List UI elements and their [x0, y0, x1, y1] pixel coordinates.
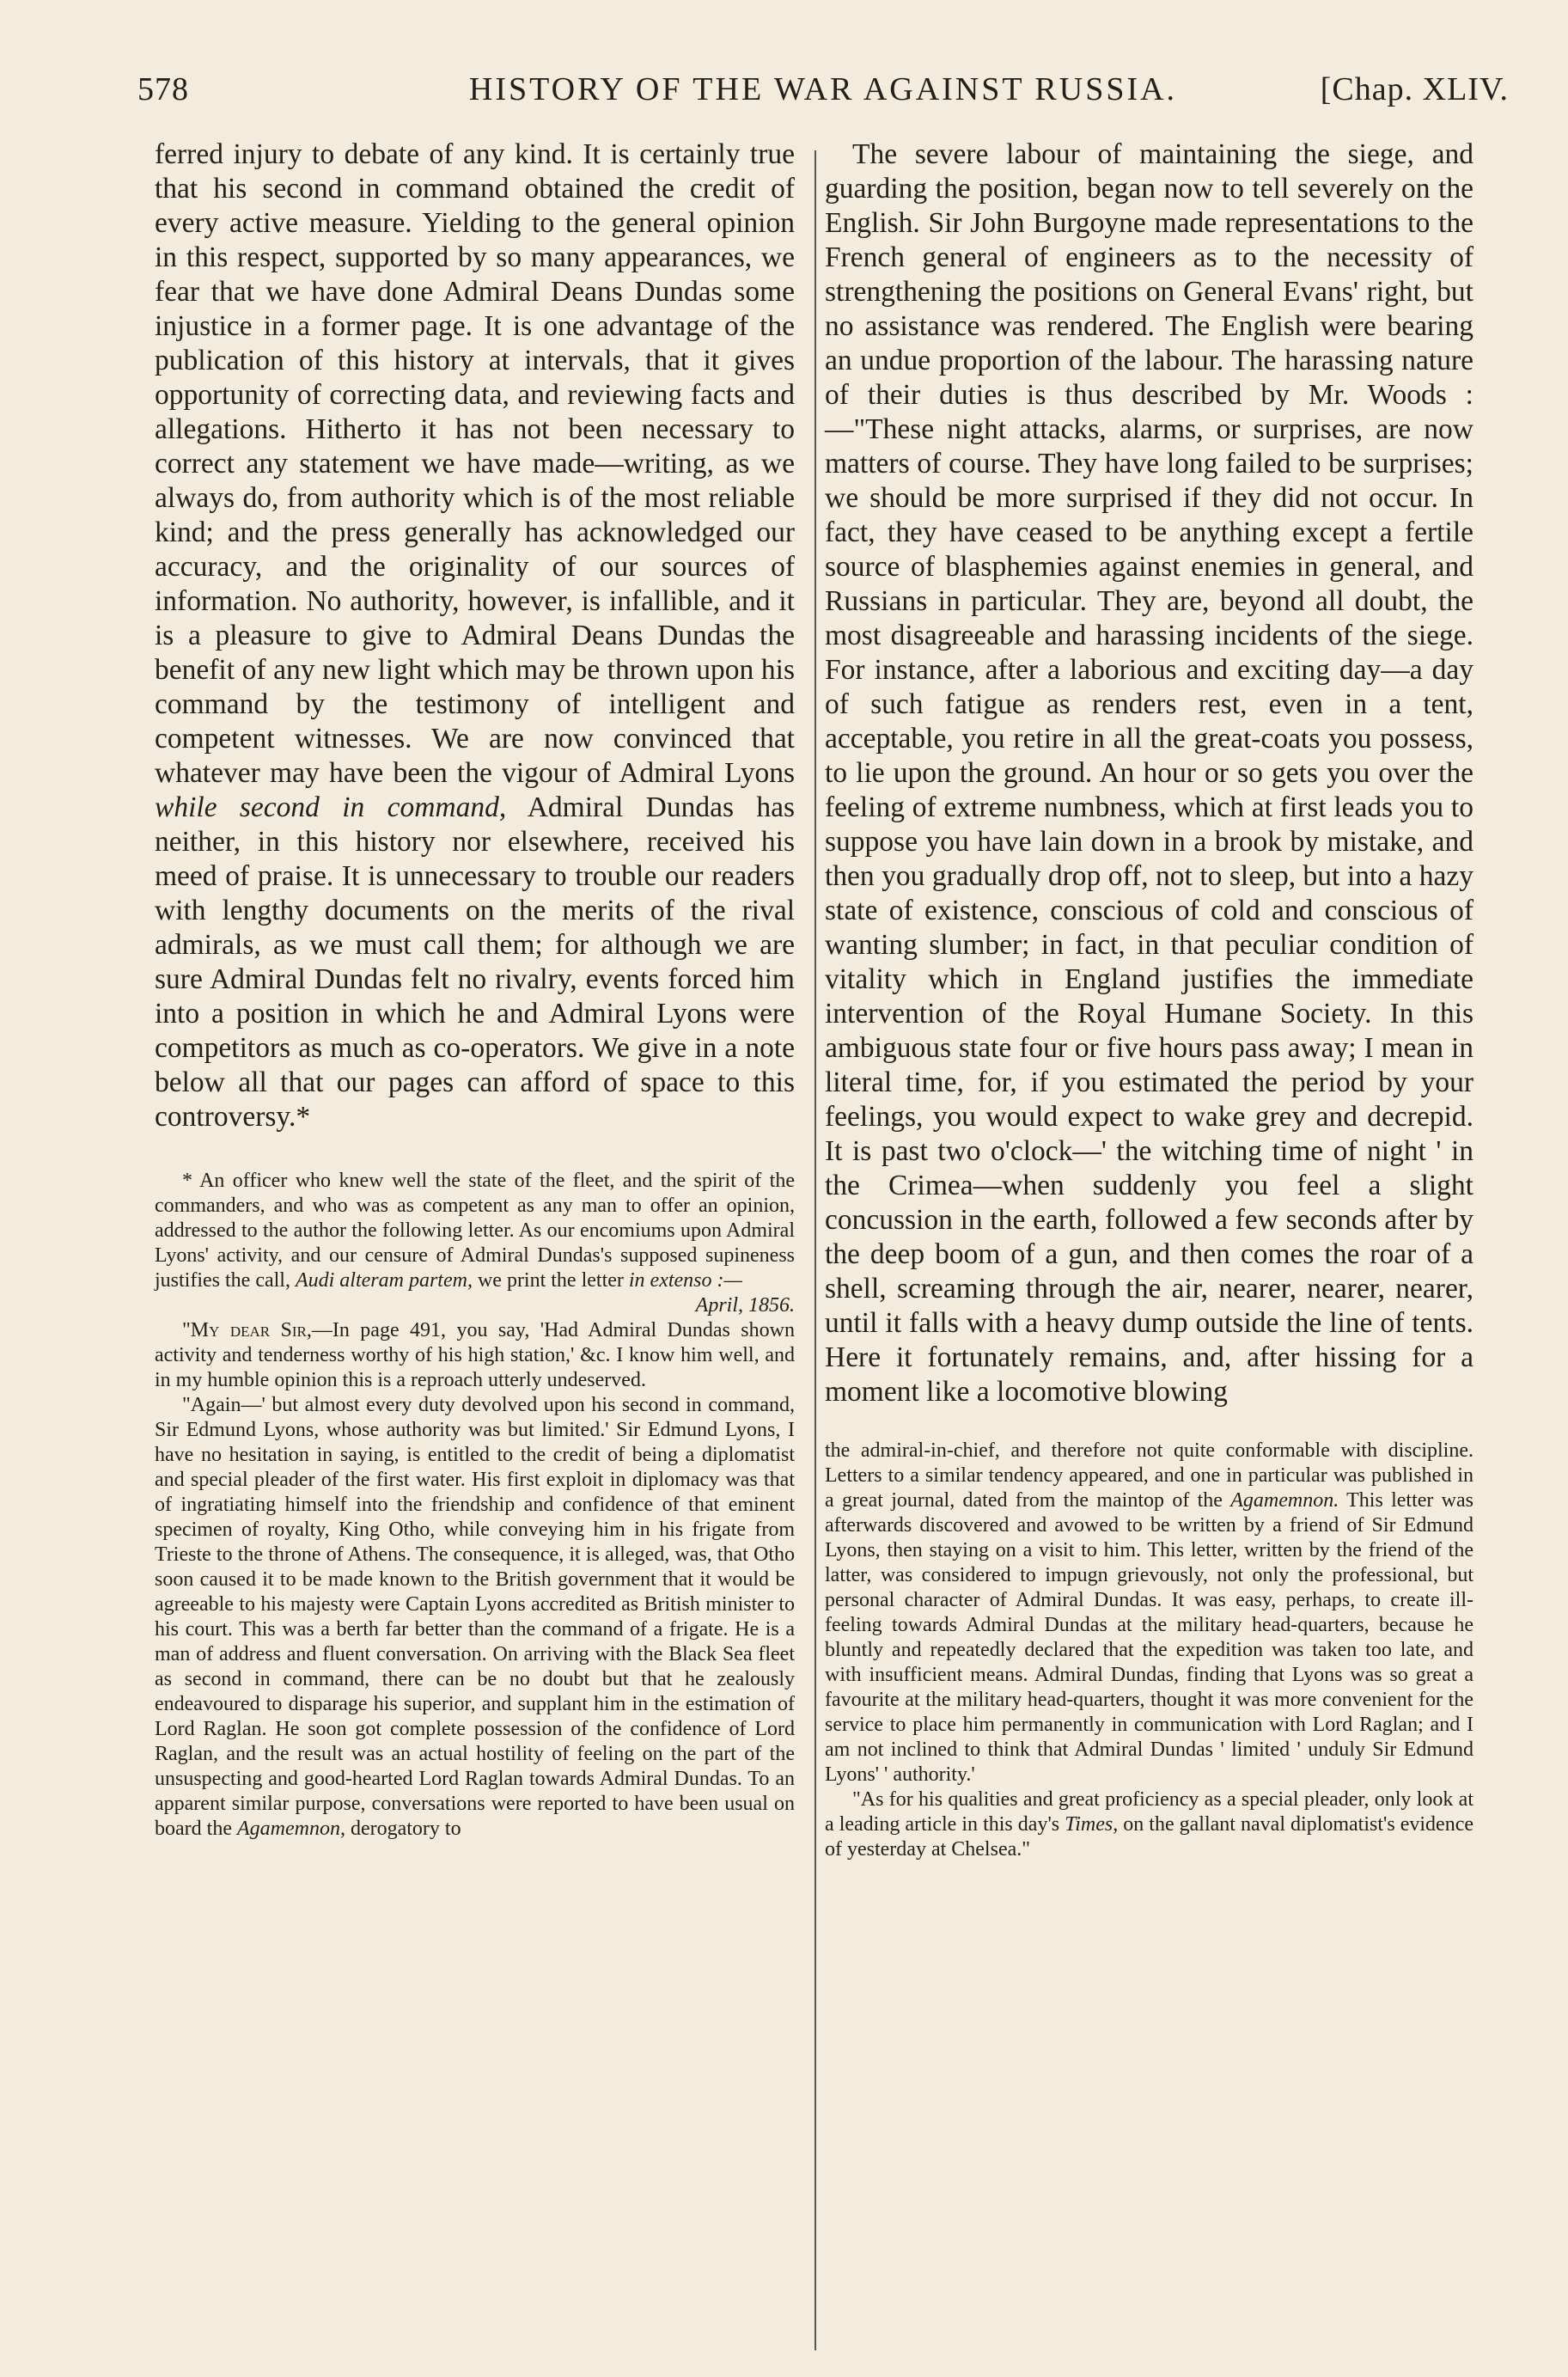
page-number: 578: [137, 71, 189, 107]
right-paragraph: The severe labour of maintaining the siege, and guarding the position, began now to tell severely on the English. Sir John Burgoyne made representations to the French general of engineers as to the necessity of strengthening the positions on General Evans' right, but no assistance was rendered. The English were bearing an undue proportion of the labour. The harassing nature of their duties is thus described by Mr. Woods :—"These night attacks, alarms, or surprises, are now matters of course. They have long failed to be surprises; we should be more surprised if they did not occur. In fact, they have ceased to be anything except a fertile source of blasphemies against enemies in general, and Russians in particular. They are, beyond all doubt, the most disagreeable and harassing incidents of the siege. For instance, after a laborious and exciting day—a day of such fatigue as renders rest, even in a tent, acceptable, you retire in all the great-coats you possess, to lie upon the ground. An hour or so gets you over the feeling of extreme numbness, which at first leads you to suppose you have lain down in a brook by mistake, and then you gradually drop off, not to sleep, but into a hazy state of existence, conscious of cold and conscious of wanting slumber; in fact, in that peculiar condition of vitality which in England justifies the immediate intervention of the Royal Humane Society. In this ambiguous state four or five hours pass away; I mean in literal time, for, if you estimated the period by your feelings, you would expect to wake grey and decrepid. It is past two o'clock—' the witching time of night ' in the Crimea—when suddenly you feel a slight concussion in the earth, followed a few seconds after by the deep boom of a gun, and then comes the roar of a shell, screaming through the air, nearer, nearer, nearer, until it falls with a heavy dump outside the line of tents. Here it fortunately remains, and, after hissing for a moment like a locomotive blowing: [825, 138, 1473, 1408]
footnote-intro: * An officer who knew well the state of the fleet, and the spirit of the commanders, and who was as competent as any man to offer an opinion, addressed to the author the following letter. As our encomiums upon Admiral Lyons' activity, and our censure of Admiral Dundas's supposed supineness justifies the call, Audi alteram partem, we print the letter in extenso :—: [155, 1170, 795, 1292]
letter-paragraph-2: "Again—' but almost every duty devolved upon his second in command, Sir Edmund Lyons, whose authority was but limited.' Sir Edmund Lyons, I have no hesitation in saying, is entitled to the credit of being a diplomatist and special pleader of the first water. His first exploit in diplomacy was that of ingratiating himself into the friendship and confidence of that eminent specimen of royalty, King Otho, while conveying him in his frigate from Trieste to the throne of Athens. The consequence, it is alleged, was, that Otho soon caused it to be made known to the British government that it would be agreeable to his majesty were Captain Lyons accredited as British minister to his court. This was a berth far better than the command of a frigate. He is a man of address and fluent conversation. On arriving with the Black Sea fleet as second in command, there can be no doubt but that he zealously endeavoured to disparage his superior, and supplant him in the estimation of Lord Raglan. He soon got complete possession of the confidence of Lord Raglan, and the result was an actual hostility of feeling on the part of the unsuspecting and good-hearted Lord Raglan towards Admiral Dundas. To an apparent similar purpose, conversations were reported to have been usual on board the Agamemnon, derogatory to: [155, 1394, 795, 1840]
left-main-text: [155, 137, 795, 1134]
right-main-text: [825, 137, 1473, 1409]
running-header: [137, 70, 1509, 122]
letter-paragraph-1: "My dear Sir,—In page 491, you say, 'Had Admiral Dundas shown activity and tenderness worthy of his high station,' &c. I know him well, and in my humble opinion this is a reproach utterly undeserved.: [155, 1319, 795, 1391]
footnote-cont-paragraph: the admiral-in-chief, and therefore not quite conformable with discipline. Letters to a similar tendency appeared, and one in particular was published in a great journal, dated from the maintop of the Agamemnon. This letter was afterwards discovered and avowed to be written by a friend of Sir Edmund Lyons, then staying on a visit to him. This letter, written by the friend of the latter, was considered to impugn grievously, not only the professional, but personal character of Admiral Dundas. It was easy, perhaps, to create ill-feeling towards Admiral Dundas at the military head-quarters, because he bluntly and repeatedly declared that the expedition was taken too late, and with insufficient means. Admiral Dundas, finding that Lyons was so great a favourite at the military head-quarters, thought it was more convenient for the service to place him permanently in communication with Lord Raglan; and I am not inclined to think that Admiral Dundas ' limited ' unduly Sir Edmund Lyons' ' authority.': [825, 1439, 1474, 1786]
footnote-continuation: [825, 1439, 1473, 1862]
left-paragraph: ferred injury to debate of any kind. It is certainly true that his second in command obtained the credit of every active measure. Yielding to the general opinion in this respect, supported by so many appearances, we fear that we have done Admiral Deans Dundas some injustice in a former page. It is one advantage of the publication of this history at intervals, that it gives opportunity of correcting data, and reviewing facts and allegations. Hitherto it has not been necessary to correct any statement we have made—writing, as we always do, from authority which is of the most reliable kind; and the press generally has acknowledged our accuracy, and the originality of our sources of information. No authority, however, is infallible, and it is a pleasure to give to Admiral Deans Dundas the benefit of any new light which may be thrown upon his command by the testimony of intelligent and competent witnesses. We are now convinced that whatever may have been the vigour of Admiral Lyons while second in command, Admiral Dundas has neither, in this history nor elsewhere, received his meed of praise. It is unnecessary to trouble our readers with lengthy documents on the merits of the rival admirals, as we must call them; for although we are sure Admiral Dundas felt no rivalry, events forced him into a position in which he and Admiral Lyons were competitors as much as co-operators. We give in a note below all that our pages can afford of space to this controversy.*: [155, 138, 795, 1133]
running-title: HISTORY OF THE WAR AGAINST RUSSIA.: [468, 71, 1178, 107]
right-column: [825, 137, 1473, 1862]
chapter-label: [Chap. XLIV.: [1320, 71, 1509, 107]
footnote-date: April, 1856.: [695, 1294, 795, 1317]
footnote: [155, 1169, 795, 1842]
column-divider: [815, 150, 816, 2350]
footnote-last-paragraph: "As for his qualities and great proficiency as a special pleader, only look at a leading article in this day's Times, on the gallant naval diplomatist's evidence of yesterday at Chelsea.": [825, 1788, 1474, 1861]
left-column: [155, 137, 795, 1842]
